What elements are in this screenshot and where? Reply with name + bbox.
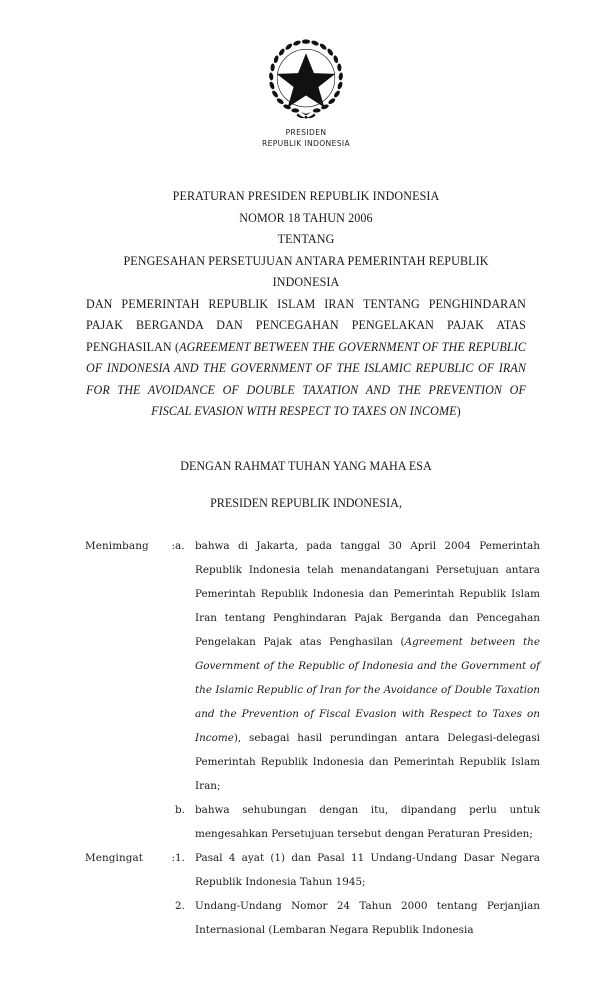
title-line-5: INDONESIA <box>272 275 340 289</box>
clause-label-text: Menimbang <box>85 540 149 552</box>
clause-label-text: Mengingat <box>85 852 144 864</box>
clause-items-menimbang <box>175 534 612 846</box>
clause-menimbang <box>0 534 612 846</box>
clause-label-colon: : <box>171 540 175 552</box>
clause-label-mengingat <box>85 846 175 870</box>
item-text-italic: Agreement between the Government of the Republic of Indonesia and the Government of the Islamic Republic of Iran for the Avoidance of Double Taxation and the Prevention of Fiscal Evasion with Respect to Taxes on Income <box>195 636 540 744</box>
title-line-6-close-paren: ) <box>456 404 461 418</box>
emblem-caption-line2: REPUBLIK INDONESIA <box>261 138 351 148</box>
item-body <box>195 798 540 846</box>
title-line-1: PERATURAN PRESIDEN REPUBLIK INDONESIA <box>172 189 440 203</box>
item-text-before: bahwa sehubungan dengan itu, dipandang perlu untuk mengesahkan Persetujuan tersebut dengan Peraturan Presiden; <box>195 804 540 840</box>
title-line-6-indonesian: DAN PEMERINTAH REPUBLIK ISLAM IRAN TENTANG PENGHINDARAN PAJAK BERGANDA DAN PENCEGAHAN PENGELAKAN PAJAK ATAS PENGHASILAN ( <box>86 296 526 354</box>
item-body <box>195 846 540 894</box>
list-item <box>175 798 540 846</box>
list-item <box>175 846 540 894</box>
emblem-caption-line1: PRESIDEN <box>285 128 327 137</box>
statement-presiden: PRESIDEN REPUBLIK INDONESIA, <box>210 496 402 510</box>
item-text-before: Pasal 4 ayat (1) dan Pasal 11 Undang-Undang Dasar Negara Republik Indonesia Tahun 1945; <box>195 852 540 888</box>
document-body <box>0 534 612 942</box>
statement-rahmat: DENGAN RAHMAT TUHAN YANG MAHA ESA <box>180 459 432 473</box>
clause-label-menimbang <box>85 534 175 558</box>
title-line-3: TENTANG <box>277 232 335 246</box>
item-body <box>195 534 540 798</box>
clause-mengingat <box>0 846 612 942</box>
title-line-4: PENGESAHAN PERSETUJUAN ANTARA PEMERINTAH REPUBLIK <box>123 253 489 268</box>
clause-label-colon: : <box>171 852 175 864</box>
emblem-caption <box>0 128 612 149</box>
item-marker: 2. <box>175 900 185 912</box>
item-text-after: ), sebagai hasil perundingan antara Delegasi-delegasi Pemerintah Republik Indonesia dan Pemerintah Republik Islam Iran; <box>195 732 540 792</box>
title-line-6 <box>86 294 526 423</box>
title-line-6-english: AGREEMENT BETWEEN THE GOVERNMENT OF THE REPUBLIC OF INDONESIA AND THE GOVERNMENT OF THE ISLAMIC REPUBLIC OF IRAN FOR THE AVOIDANCE OF DOUBLE TAXATION AND THE PREVENTION OF FISCAL EVASION WITH RESPECT TO TAXES ON INCOME <box>86 339 526 418</box>
document-title-block <box>86 186 526 423</box>
list-item <box>175 894 540 942</box>
list-item <box>175 534 540 798</box>
garuda-star-wreath-emblem <box>263 36 349 122</box>
emblem-block <box>0 36 612 149</box>
title-line-2: NOMOR 18 TAHUN 2006 <box>239 210 373 225</box>
item-marker: 1. <box>175 852 185 864</box>
item-body <box>195 894 540 942</box>
clause-items-mengingat <box>175 846 612 942</box>
item-text-before: Undang-Undang Nomor 24 Tahun 2000 tentang Perjanjian Internasional (Lembaran Negara Republik Indonesia <box>195 900 540 936</box>
item-marker: a. <box>175 540 185 552</box>
item-text-before: bahwa di Jakarta, pada tanggal 30 April 2004 Pemerintah Republik Indonesia telah menandatangani Persetujuan antara Pemerintah Republik Indonesia dan Pemerintah Republik Islam Iran tentang Penghindaran Pajak Berganda dan Pencegahan Pengelakan Pajak atas Penghasilan ( <box>195 540 540 648</box>
item-marker: b. <box>175 804 185 816</box>
